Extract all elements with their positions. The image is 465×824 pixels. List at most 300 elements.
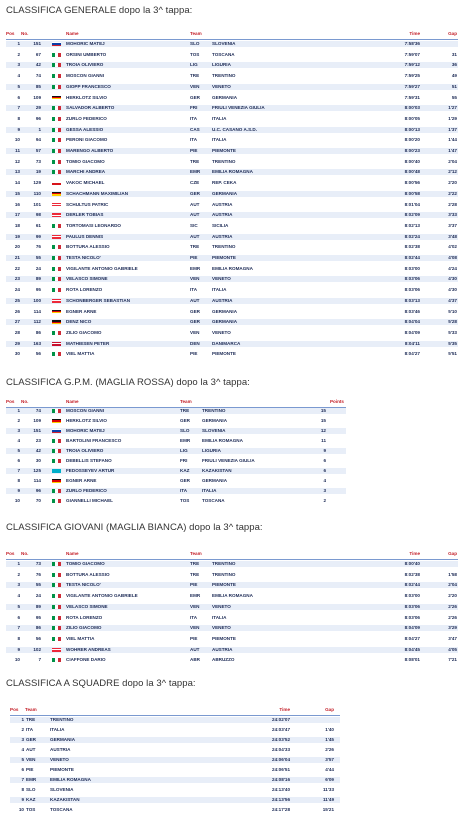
cell-team: ABRUZZO (212, 657, 235, 662)
flag-icon (52, 658, 61, 662)
cell-gap: 5'35 (448, 340, 457, 346)
table-row (6, 428, 346, 434)
table-row (6, 287, 458, 293)
cell-name: HERKLOTZ SILVIO (66, 94, 108, 100)
cell-team: TRENTINO (50, 717, 74, 722)
flag-icon (52, 256, 61, 260)
cell-team: AUSTRIA (212, 201, 233, 207)
cell-pos: 25 (14, 297, 20, 303)
table-header (6, 30, 458, 40)
cell-time: 8:04'27 (404, 635, 420, 641)
cell-name: SCHACHMANN MAXIMILIAN (66, 190, 129, 196)
cell-gap: 55 (451, 94, 457, 100)
cell-code: ITA (26, 727, 34, 732)
flag-icon (52, 288, 61, 292)
cell-no: 70 (35, 498, 41, 503)
cell-team: U.C. CASANO A.S.D. (212, 126, 258, 132)
cell-pos: 7 (17, 625, 20, 631)
table-row (10, 787, 340, 793)
cell-code: CAS (190, 126, 200, 132)
cell-team: GERMANIA (212, 94, 238, 100)
table-row (6, 488, 346, 494)
cell-pos: 2 (17, 418, 20, 423)
cell-name: MOSCON GIANNI (66, 408, 105, 413)
table-row (6, 266, 458, 272)
cell-gap: 1'45 (325, 737, 334, 742)
cell-team: PIEMONTE (212, 148, 236, 153)
cell-points: 15 (320, 418, 326, 423)
cell-code: SLO (180, 428, 190, 433)
column-header-time: Time (409, 551, 420, 556)
cell-no: 56 (35, 635, 41, 641)
flag-icon (52, 149, 61, 153)
cell-gap: 2'04 (448, 582, 457, 588)
cell-pos: 8 (17, 478, 20, 483)
cell-name: PAULUS DENNIS (66, 233, 104, 239)
cell-name: DERLER TOBIAS (66, 212, 104, 218)
column-header-pos: Pos (6, 551, 15, 556)
cell-team: TOSCANA (202, 498, 225, 503)
flag-icon (52, 429, 61, 433)
table-header (10, 706, 340, 716)
flag-icon (52, 181, 61, 185)
cell-time: 7:59'25 (404, 73, 420, 79)
cell-code: PIE (190, 582, 198, 588)
flag-icon (52, 342, 61, 346)
cell-pos: 27 (14, 319, 20, 325)
table-row (6, 351, 458, 357)
cell-pos: 7 (21, 777, 24, 782)
cell-name: CIAFFONE DARIO (66, 657, 106, 662)
cell-code: DEN (190, 340, 200, 346)
cell-time: 8:00'13 (404, 126, 420, 132)
cell-gap: 4'24 (448, 265, 457, 271)
cell-name: BOTTURA ALESSIO (66, 571, 110, 577)
cell-no: 76 (35, 571, 41, 577)
cell-pos: 21 (14, 255, 20, 260)
cell-pos: 8 (21, 787, 24, 792)
cell-name: DENZ NICO (66, 319, 92, 325)
cell-no: 110 (33, 190, 41, 196)
cell-name: EGNER ARNE (66, 478, 97, 483)
cell-team: GERMANIA (202, 478, 228, 483)
table-row (6, 244, 458, 250)
table-row (6, 468, 346, 474)
table-row (6, 478, 346, 484)
table-row (10, 757, 340, 763)
cell-no: 61 (35, 222, 41, 228)
cell-team: ITALIA (212, 115, 227, 121)
cell-team: EMILIA ROMAGNA (212, 593, 253, 599)
cell-pos: 20 (14, 244, 20, 250)
cell-time: 8:00'03 (404, 105, 420, 111)
cell-code: AUT (190, 233, 200, 239)
young-classification-table (6, 550, 458, 662)
cell-no: 129 (33, 180, 41, 186)
cell-gap: 15'21 (322, 807, 334, 812)
cell-time: 8:04'04 (404, 319, 420, 325)
cell-gap: 49 (451, 73, 457, 79)
cell-gap: 2'22 (448, 190, 457, 196)
cell-team: EMILIA ROMAGNA (212, 169, 253, 175)
cell-no: 74 (35, 73, 41, 79)
table-row (6, 137, 458, 143)
cell-gap: 4'02 (448, 244, 457, 250)
flag-icon (52, 409, 61, 413)
table-row (6, 84, 458, 90)
column-header-time: Time (409, 31, 420, 36)
cell-pos: 16 (14, 201, 20, 207)
section-title: CLASSIFICA GIOVANI (MAGLIA BIANCA) dopo la 3^ tappa: (6, 522, 263, 533)
cell-gap: 36 (451, 62, 457, 68)
cell-no: 89 (35, 276, 41, 282)
cell-points: 6 (323, 458, 326, 463)
cell-gap: 5'33 (448, 329, 457, 335)
cell-time: 8:04'11 (404, 340, 420, 346)
cell-gap: 2'26 (448, 603, 457, 609)
table-row (6, 319, 458, 325)
cell-pos: 12 (14, 158, 20, 164)
table-row (6, 604, 458, 610)
flag-icon (52, 96, 61, 100)
cell-name: PERONI GIACOMO (66, 137, 108, 143)
section-title: CLASSIFICA G.P.M. (MAGLIA ROSSA) dopo la 3^ tappa: (6, 377, 250, 388)
cell-no: 112 (33, 319, 41, 325)
cell-pos: 5 (17, 448, 20, 453)
cell-gap: 2'20 (448, 180, 457, 186)
cell-code: AUT (190, 201, 200, 207)
cell-name: MOHORIC MATEJ (66, 428, 105, 433)
cell-code: LIG (180, 448, 188, 453)
cell-gap: 3'33 (448, 212, 457, 218)
flag-icon (52, 605, 61, 609)
table-row (6, 41, 458, 47)
cell-pos: 2 (21, 727, 24, 732)
cell-code: GER (190, 319, 200, 325)
cell-no: 151 (33, 428, 41, 433)
column-header-pos: Pos (6, 31, 15, 36)
cell-name: SCHULTUS PATRIC (66, 201, 109, 207)
cell-time: 8:03'06 (404, 287, 420, 293)
cell-pos: 6 (21, 767, 24, 772)
cell-code: VEN (190, 625, 200, 631)
cell-code: PIE (190, 255, 198, 260)
cell-pos: 1 (17, 561, 20, 566)
cell-team: GERMANIA (212, 190, 238, 196)
cell-team: VENETO (212, 83, 231, 89)
cell-team: PIEMONTE (212, 255, 236, 260)
cell-team: TRENTINO (212, 244, 236, 250)
cell-gap: 1'44 (448, 137, 457, 143)
cell-name: GESSA ALESSIO (66, 126, 104, 132)
cell-time: 7:58'36 (404, 41, 420, 46)
cell-code: TRE (180, 408, 190, 413)
cell-no: 76 (35, 244, 41, 250)
cell-no: 94 (35, 137, 41, 143)
cell-name: FEDOSSEYEV ARTUR (66, 468, 115, 473)
column-header-no: No. (21, 31, 29, 36)
cell-no: 73 (35, 158, 41, 164)
cell-gap: 2'04 (448, 158, 457, 164)
cell-name: TOMIO GIACOMO (66, 158, 105, 164)
cell-gap: 4'44 (325, 767, 334, 772)
cell-time: 8:02'38 (404, 571, 420, 577)
cell-team: TOSCANA (50, 807, 73, 812)
flag-icon (52, 267, 61, 271)
cell-code: FRI (190, 105, 198, 111)
cell-code: EMR (190, 593, 201, 599)
cell-time: 8:02'44 (404, 255, 420, 260)
cell-time: 8:02'24 (404, 233, 420, 239)
cell-no: 125 (33, 468, 41, 473)
cell-name: EGNER ARNE (66, 308, 97, 314)
cell-pos: 17 (14, 212, 20, 218)
cell-pos: 15 (14, 190, 20, 196)
cell-time: 24:04'33 (272, 747, 290, 752)
table-row (6, 169, 458, 175)
flag-icon (52, 192, 61, 196)
cell-team: PIEMONTE (212, 635, 236, 641)
cell-name: DEBELLIS STEFANO (66, 458, 112, 463)
cell-pos: 4 (21, 747, 24, 752)
column-header-gap: Gap (448, 31, 457, 36)
cell-points: 2 (323, 498, 326, 503)
cell-no: 1 (38, 126, 41, 132)
cell-code: VEN (190, 603, 200, 609)
cell-name: VIEL MATTIA (66, 635, 95, 641)
cell-team: VENETO (212, 603, 231, 609)
cell-pos: 7 (17, 105, 20, 111)
flag-icon (52, 479, 61, 483)
table-row (6, 561, 458, 567)
cell-time: 8:04'45 (404, 646, 420, 652)
cell-pos: 6 (17, 94, 20, 100)
cell-team: GERMANIA (202, 418, 228, 423)
flag-icon (52, 439, 61, 443)
cell-team: ITALIA (202, 488, 217, 493)
flag-icon (52, 616, 61, 620)
table-row (6, 127, 458, 133)
table-row (6, 438, 346, 444)
cell-time: 8:01'04 (404, 201, 420, 207)
cell-time: 24:03'52 (272, 737, 290, 742)
cell-pos: 8 (17, 115, 20, 121)
cell-pos: 10 (18, 807, 24, 812)
cell-time: 8:08'01 (404, 657, 420, 662)
cell-pos: 4 (17, 73, 20, 79)
cell-pos: 22 (14, 265, 20, 271)
flag-icon (52, 85, 61, 89)
cell-no: 114 (33, 478, 41, 483)
cell-no: 74 (35, 408, 41, 413)
table-row (6, 159, 458, 165)
cell-name: MARENGO ALBERTO (66, 148, 114, 153)
cell-code: TRE (190, 73, 200, 79)
flag-icon (52, 128, 61, 132)
cell-name: VIEL MATTIA (66, 351, 95, 357)
table-row (6, 105, 458, 111)
cell-team: GERMANIA (50, 737, 76, 742)
flag-icon (52, 419, 61, 423)
cell-team: SLOVENIA (212, 41, 236, 46)
cell-pos: 1 (17, 408, 20, 413)
cell-gap: 1'27 (448, 105, 457, 111)
cell-team: KAZAKISTAN (202, 468, 232, 473)
flag-icon (52, 203, 61, 207)
cell-no: 99 (35, 233, 41, 239)
table-header (6, 550, 458, 560)
cell-time: 8:02'38 (404, 244, 420, 250)
column-header-name: Name (66, 551, 79, 556)
table-row (10, 747, 340, 753)
cell-code: KAZ (180, 468, 190, 473)
cell-gap: 2'26 (325, 747, 334, 752)
cell-time: 8:03'00 (404, 593, 420, 599)
cell-time: 24:03'47 (272, 727, 290, 732)
table-row (10, 777, 340, 783)
cell-time: 8:03'06 (404, 603, 420, 609)
cell-time: 24:13'56 (272, 797, 290, 802)
cell-team: TRENTINO (212, 158, 236, 164)
cell-name: TROIA OLIVIERO (66, 62, 104, 68)
cell-pos: 8 (17, 635, 20, 641)
cell-time: 8:03'46 (404, 308, 420, 314)
cell-code: LIG (190, 62, 198, 68)
cell-code: GER (190, 308, 200, 314)
cell-code: PIE (190, 635, 198, 641)
cell-pos: 10 (14, 137, 20, 143)
cell-points: 9 (323, 448, 326, 453)
cell-pos: 28 (14, 329, 20, 335)
cell-points: 4 (323, 478, 326, 483)
cell-time: 8:00'40 (404, 158, 420, 164)
cell-points: 11 (321, 438, 326, 443)
cell-team: DANIMARCA (212, 340, 241, 346)
cell-code: ITA (180, 488, 188, 493)
flag-icon (52, 626, 61, 630)
cell-gap: 4'30 (448, 276, 457, 282)
table-row (6, 615, 458, 621)
flag-icon (52, 562, 61, 566)
table-row (6, 234, 458, 240)
cell-team: VENETO (212, 276, 231, 282)
cell-pos: 30 (14, 351, 20, 357)
cell-team: ITALIA (212, 287, 227, 293)
flag-icon (52, 449, 61, 453)
cell-time: 8:03'06 (404, 276, 420, 282)
cell-code: SLO (26, 787, 36, 792)
young-classification-section (0, 516, 465, 666)
cell-time: 8:02'13 (404, 222, 420, 228)
cell-gap: 11'49 (322, 797, 334, 802)
cell-name: MOHORIC MATEJ (66, 41, 105, 46)
cell-pos: 3 (21, 737, 24, 742)
cell-name: MATHIESEN PETER (66, 340, 110, 346)
cell-no: 56 (35, 351, 41, 357)
cell-no: 163 (33, 340, 41, 346)
table-row (6, 62, 458, 68)
table-row (6, 625, 458, 631)
cell-code: ITA (190, 287, 198, 293)
cell-time: 8:04'09 (404, 625, 420, 631)
cell-pos: 3 (17, 428, 20, 433)
flag-icon (52, 352, 61, 356)
cell-pos: 1 (17, 41, 20, 46)
cell-team: TOSCANA (212, 51, 235, 57)
cell-gap: 1'47 (448, 148, 457, 153)
cell-pos: 10 (14, 498, 20, 503)
cell-time: 8:00'20 (404, 137, 420, 143)
cell-gap: 2'28 (448, 201, 457, 207)
cell-code: EMR (180, 438, 191, 443)
cell-gap: 1'58 (448, 571, 457, 577)
cell-time: 24:08'16 (272, 777, 290, 782)
cell-team: TRENTINO (212, 571, 236, 577)
cell-code: ITA (190, 614, 198, 620)
cell-name: SCHONBERGER SEBASTIAN (66, 297, 131, 303)
flag-icon (52, 170, 61, 174)
cell-code: TRE (190, 561, 200, 566)
cell-name: MARCHI ANDREA (66, 169, 106, 175)
cell-time: 8:02'09 (404, 212, 420, 218)
cell-no: 95 (35, 287, 41, 293)
cell-name: GIOPP FRANCESCO (66, 83, 111, 89)
cell-pos: 14 (14, 180, 20, 186)
cell-pos: 7 (17, 468, 20, 473)
cell-time: 8:00'58 (404, 190, 420, 196)
cell-name: ORSINI UMBERTO (66, 51, 107, 57)
cell-pos: 3 (17, 62, 20, 68)
flag-icon (52, 459, 61, 463)
cell-pos: 29 (14, 340, 20, 346)
cell-name: TORTOMASI LEONARDO (66, 222, 121, 228)
cell-code: ITA (190, 137, 198, 143)
cell-time: 24:06'04 (272, 757, 290, 762)
column-header-no: No. (21, 551, 29, 556)
cell-name: VELASCO SIMONE (66, 603, 108, 609)
table-row (10, 737, 340, 743)
flag-icon (52, 320, 61, 324)
cell-name: ZILIO GIACOMO (66, 329, 102, 335)
cell-points: 3 (323, 488, 326, 493)
cell-team: VENETO (50, 757, 69, 762)
cell-code: CZE (190, 180, 200, 186)
cell-no: 30 (35, 458, 41, 463)
cell-pos: 19 (14, 233, 20, 239)
cell-name: VELASCO SIMONE (66, 276, 108, 282)
cell-code: SIC (190, 222, 198, 228)
cell-gap: 1'29 (448, 115, 457, 121)
cell-pos: 3 (17, 582, 20, 588)
cell-code: SLO (190, 41, 200, 46)
cell-no: 85 (35, 83, 41, 89)
cell-no: 101 (33, 201, 41, 207)
cell-points: 6 (323, 468, 326, 473)
cell-team: REP. CEKA (212, 180, 237, 186)
cell-name: VAKOC MICHAEL (66, 180, 105, 186)
cell-pos: 2 (17, 51, 20, 57)
flag-icon (52, 594, 61, 598)
cell-team: SLOVENIA (50, 787, 74, 792)
flag-icon (52, 63, 61, 67)
cell-team: LIGURIA (202, 448, 221, 453)
cell-no: 24 (35, 593, 41, 599)
column-header-time: Time (279, 707, 290, 712)
column-header-team: Team (190, 551, 202, 556)
flag-icon (52, 277, 61, 281)
cell-time: 7:59'12 (404, 62, 420, 68)
cell-team: EMILIA ROMAGNA (212, 265, 253, 271)
